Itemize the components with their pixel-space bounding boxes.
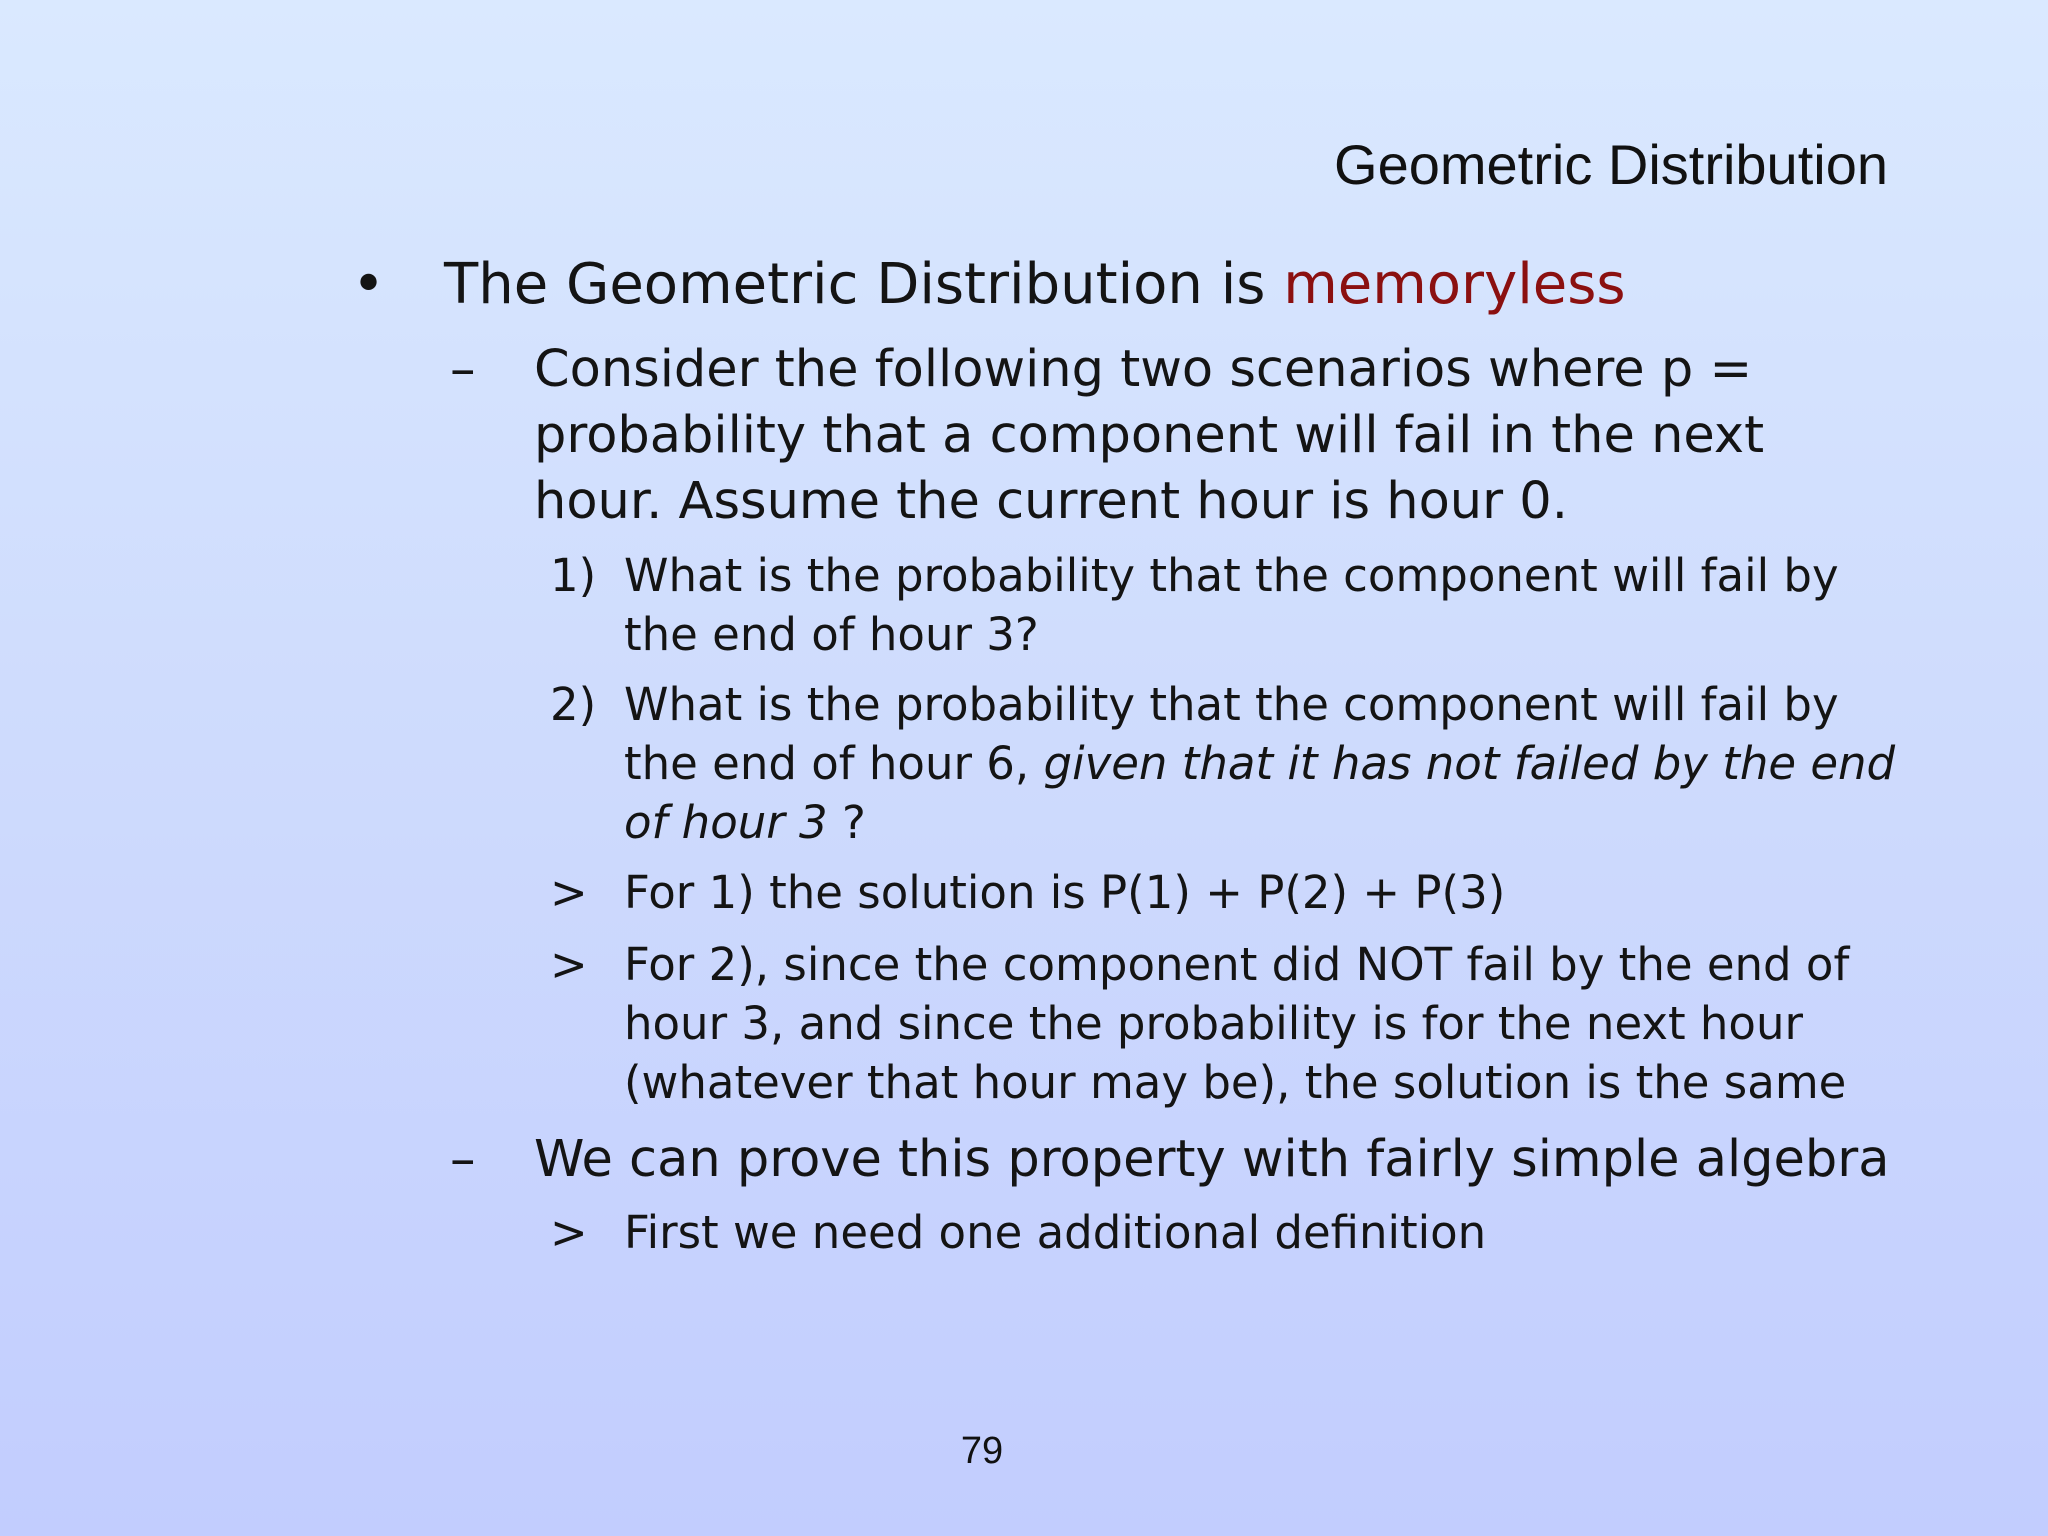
scenarios-line: hour. Assume the current hour is hour 0. xyxy=(534,472,1568,531)
item-text-italic: of hour 3 xyxy=(624,796,828,849)
point-text: For 1) the solution is P(1) + P(2) + P(3) xyxy=(624,866,1506,919)
item-text-regular: ? xyxy=(827,796,866,849)
page-number: 79 xyxy=(960,1430,1004,1472)
item-line xyxy=(624,734,1895,793)
bullet-text xyxy=(444,252,1626,318)
bullet-marker: • xyxy=(352,252,386,317)
item-line: the end of hour 3? xyxy=(624,608,1039,661)
slide-title: Geometric Distribution xyxy=(1334,133,1888,196)
scenarios-line: Consider the following two scenarios where p = xyxy=(534,340,1753,399)
point-line: hour 3, and since the probability is for the next hour xyxy=(624,997,1803,1050)
arrow-marker: > xyxy=(550,1206,588,1259)
arrow-marker: > xyxy=(550,866,588,919)
item-line: What is the probability that the component will fail by xyxy=(624,549,1839,602)
point-text: First we need one additional definition xyxy=(624,1206,1487,1259)
point-line: For 2), since the component did NOT fail by the end of xyxy=(624,938,1850,991)
bullet-text-accent: memoryless xyxy=(1283,252,1626,317)
point-line: (whatever that hour may be), the solution is the same xyxy=(624,1056,1847,1109)
item-line: What is the probability that the component will fail by xyxy=(624,678,1839,731)
arrow-marker: > xyxy=(550,938,588,991)
item-text-italic: given that it has not failed by the end xyxy=(1043,737,1896,790)
numbered-item-text xyxy=(624,675,1895,852)
number-marker: 1) xyxy=(550,549,597,602)
number-marker: 2) xyxy=(550,678,597,731)
scenarios-text xyxy=(534,337,1764,535)
scenarios-line: probability that a component will fail in the next xyxy=(534,406,1765,465)
prove-text: We can prove this property with fairly simple algebra xyxy=(534,1130,1890,1189)
dash-marker: – xyxy=(450,340,476,399)
item-text-regular: the end of hour 6, xyxy=(624,737,1044,790)
item-line xyxy=(624,793,1895,852)
dash-marker: – xyxy=(450,1130,476,1189)
bullet-text-main: The Geometric Distribution is xyxy=(444,252,1284,317)
numbered-item-text xyxy=(624,546,1839,664)
point-text xyxy=(624,935,1849,1112)
